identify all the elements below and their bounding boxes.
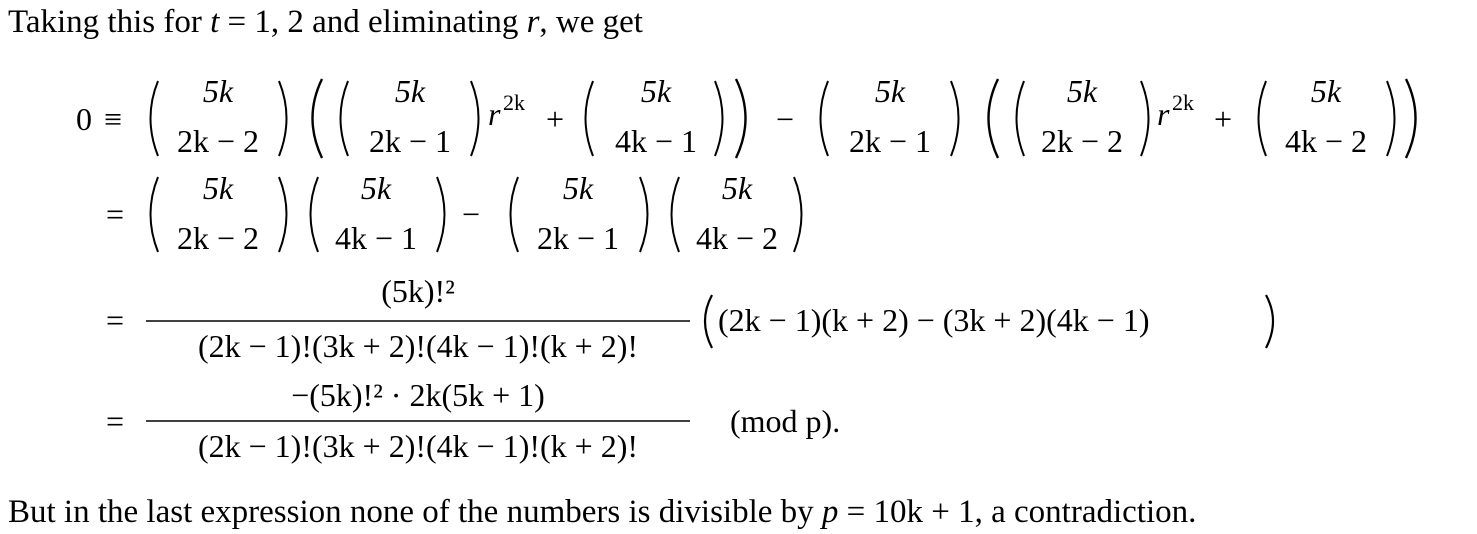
outer-left-paren-2 [989, 79, 999, 158]
binom-bottom: 2k − 1 [848, 123, 932, 159]
binomial-1 [151, 170, 287, 256]
right-paren [471, 81, 479, 156]
conclusion-p-value: = 10k + 1 [838, 494, 975, 530]
binomial-3 [586, 73, 723, 159]
outer-right-paren-2 [1406, 79, 1416, 158]
right-paren [437, 177, 445, 252]
variable-r: r [526, 4, 540, 40]
plus-sign: + [546, 101, 565, 137]
outer-left-paren [313, 79, 323, 158]
minus-sign: − [776, 101, 795, 137]
equation-line-2 [106, 170, 802, 256]
left-paren [151, 81, 159, 156]
right-paren [640, 177, 648, 252]
right-paren [1141, 81, 1149, 156]
conclusion-paragraph [8, 492, 1196, 532]
variable-t: t [210, 4, 220, 40]
binom-bottom: 4k − 2 [695, 220, 779, 256]
binomial-6 [1259, 73, 1395, 159]
equation-line-4 [106, 377, 840, 464]
display-equation [0, 50, 1477, 480]
fraction-numerator: (5k)!² [381, 273, 455, 309]
fraction-numerator: −(5k)!² · 2k(5k + 1) [291, 377, 545, 413]
left-paren [341, 81, 349, 156]
binomial-2 [311, 170, 445, 256]
equals-sign: = [106, 403, 125, 439]
binom-bottom: 2k − 1 [536, 220, 620, 256]
mod-expression: (mod p). [730, 403, 841, 439]
binom-top: 5k [394, 73, 426, 109]
left-paren [672, 177, 680, 252]
factor-expression: (2k − 1)(k + 2) − (3k + 2)(4k − 1) [718, 302, 1150, 338]
intro-paragraph [8, 2, 643, 42]
left-paren [1017, 81, 1025, 156]
binom-top: 5k [562, 170, 594, 206]
binom-top: 5k [360, 170, 392, 206]
intro-tail: , we get [539, 4, 643, 40]
binom-bottom: 4k − 1 [334, 220, 418, 256]
binomial-1 [151, 73, 287, 159]
congruence-sign: ≡ [104, 101, 123, 137]
binom-top: 5k [202, 170, 234, 206]
binomial-2 [341, 73, 479, 159]
equation-line-1 [76, 73, 1416, 159]
binom-top: 5k [640, 73, 672, 109]
intro-t-values: = 1, 2 and eliminating [219, 4, 527, 40]
binom-bottom: 4k − 2 [1284, 123, 1368, 159]
binom-top: 5k [202, 73, 234, 109]
fraction-denominator: (2k − 1)!(3k + 2)!(4k − 1)!(k + 2)! [197, 328, 639, 364]
left-paren [511, 177, 519, 252]
equals-sign: = [106, 196, 125, 232]
conclusion-tail: , a contradiction. [974, 494, 1197, 530]
binom-top: 5k [1310, 73, 1342, 109]
equation-line-3 [106, 273, 1273, 364]
conclusion-lead: But in the last expression none of the numbers is divisible by [8, 494, 822, 530]
binom-top: 5k [874, 73, 906, 109]
r-variable: r [488, 96, 501, 132]
exponent-2k: 2k [503, 90, 525, 115]
binom-top: 5k [721, 170, 753, 206]
variable-p: p [821, 494, 839, 530]
right-paren [279, 177, 287, 252]
right-paren [794, 177, 802, 252]
left-paren [1259, 81, 1267, 156]
binom-bottom: 4k − 1 [614, 123, 698, 159]
right-paren [279, 81, 287, 156]
left-paren [311, 177, 319, 252]
right-paren [1387, 81, 1395, 156]
binom-bottom: 2k − 2 [176, 123, 260, 159]
minus-sign: − [462, 196, 481, 232]
binomial-3 [511, 170, 648, 256]
binom-bottom: 2k − 1 [368, 123, 452, 159]
binomial-4 [672, 170, 802, 256]
binom-top: 5k [1066, 73, 1098, 109]
r-variable-2: r [1157, 96, 1170, 132]
left-paren [151, 177, 159, 252]
right-paren [951, 81, 959, 156]
lhs-zero: 0 [76, 101, 92, 137]
fraction-denominator: (2k − 1)!(3k + 2)!(4k − 1)!(k + 2)! [197, 428, 639, 464]
left-paren [821, 81, 829, 156]
right-paren [715, 81, 723, 156]
plus-sign-2: + [1214, 101, 1233, 137]
intro-lead: Taking this for [8, 4, 211, 40]
binom-bottom: 2k − 2 [1040, 123, 1124, 159]
outer-right-paren [736, 79, 746, 158]
binomial-5 [1017, 73, 1149, 159]
exponent-2k-2: 2k [1172, 90, 1194, 115]
binom-bottom: 2k − 2 [176, 220, 260, 256]
factor-right-paren [1266, 295, 1273, 348]
left-paren [586, 81, 594, 156]
binomial-4 [821, 73, 959, 159]
equals-sign: = [106, 302, 125, 338]
factor-left-paren [705, 295, 712, 348]
